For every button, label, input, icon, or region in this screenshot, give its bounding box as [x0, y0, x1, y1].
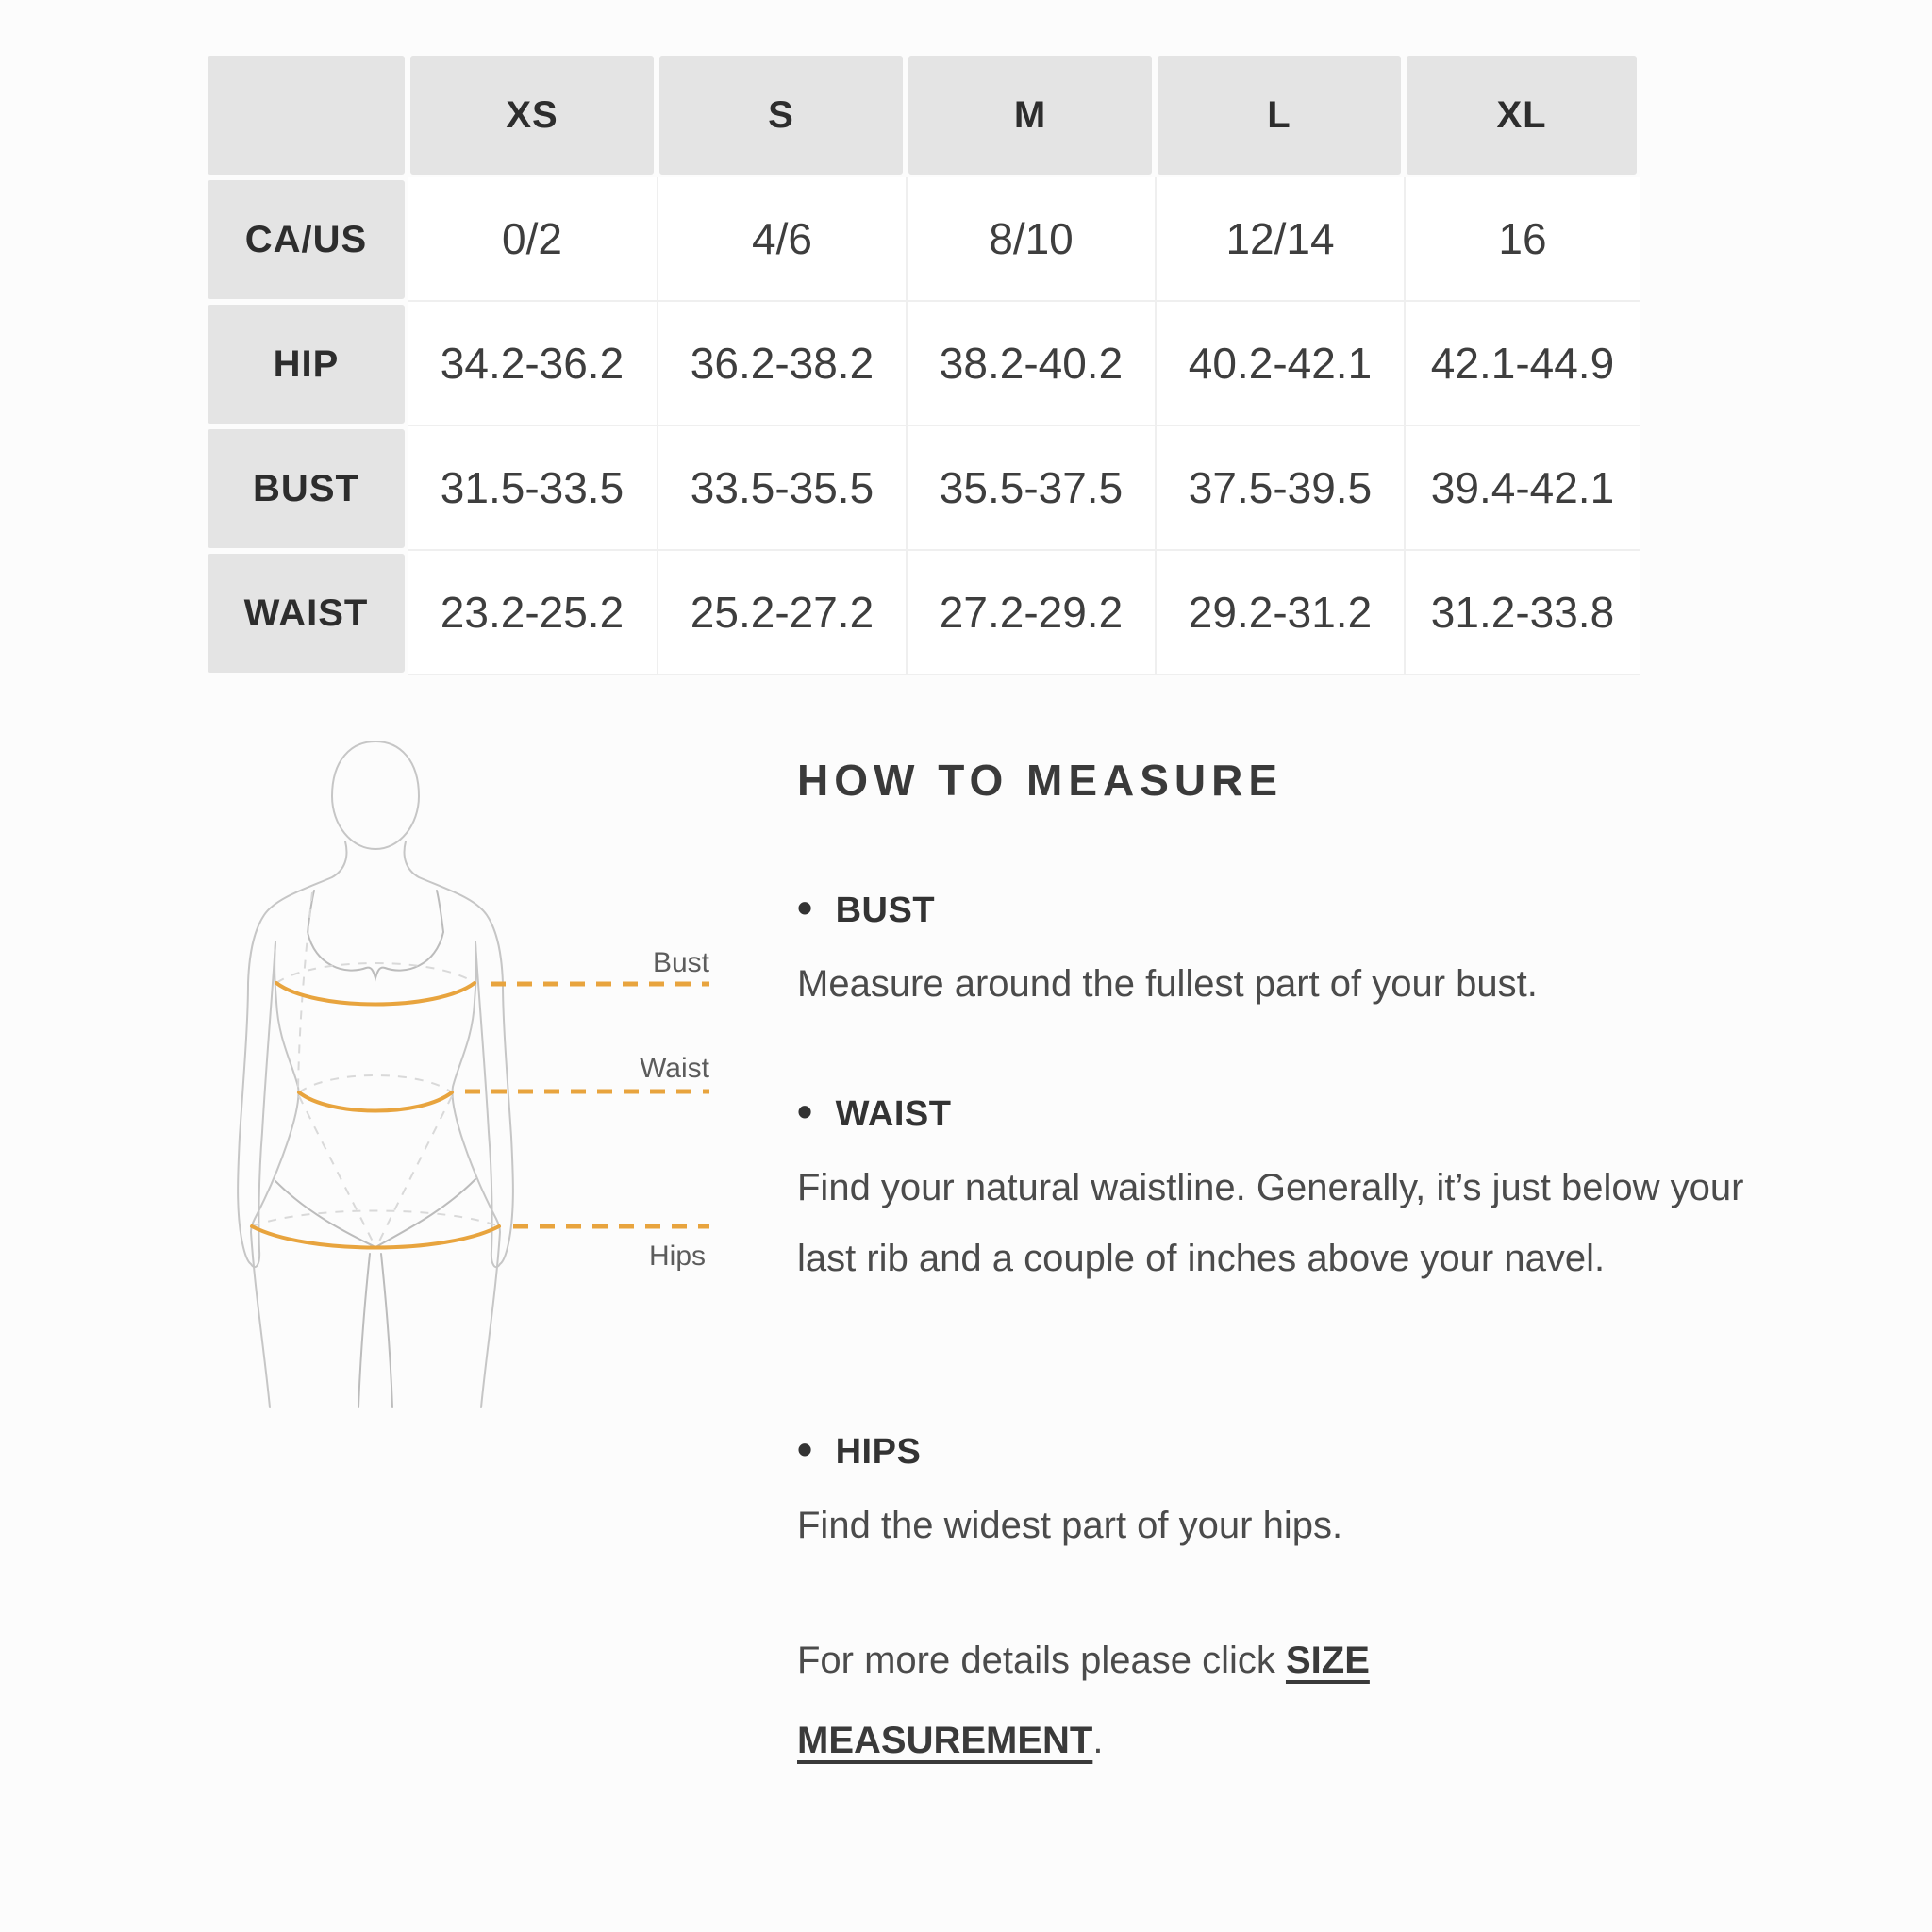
table-cell: 42.1-44.9 — [1404, 302, 1640, 426]
waist-instructions: Find your natural waistline. Generally, it’s just below your last rib and a couple of inches above your navel. — [797, 1167, 1744, 1279]
column-header-xl: XL — [1404, 53, 1640, 177]
table-cell: 36.2-38.2 — [657, 302, 906, 426]
row-header-waist: WAIST — [205, 551, 408, 675]
table-cell: 12/14 — [1155, 177, 1404, 302]
size-measurement-link[interactable]: SIZE MEASUREMENT — [797, 1640, 1370, 1761]
table-cell: 4/6 — [657, 177, 906, 302]
more-details-note — [797, 1621, 1552, 1781]
hips-heading-label: HIPS — [835, 1431, 922, 1472]
table-cell: 8/10 — [906, 177, 1155, 302]
bust-heading-label: BUST — [835, 890, 936, 930]
bullet-dot: • — [797, 883, 813, 932]
waist-heading — [797, 1087, 952, 1136]
table-cell: 31.5-33.5 — [408, 426, 657, 551]
table-cell: 37.5-39.5 — [1155, 426, 1404, 551]
bullet-dot: • — [797, 1087, 813, 1136]
bust-heading — [797, 883, 936, 932]
table-cell: 0/2 — [408, 177, 657, 302]
more-details-prefix: For more details please click — [797, 1640, 1286, 1681]
size-chart-table — [205, 53, 1640, 675]
column-header-xs: XS — [408, 53, 657, 177]
hips-label: Hips — [648, 1241, 706, 1272]
bust-label: Bust — [652, 947, 709, 978]
table-cell: 39.4-42.1 — [1404, 426, 1640, 551]
bust-measure-arc — [276, 983, 475, 1005]
bullet-dot: • — [797, 1424, 813, 1474]
figure-labels — [640, 947, 710, 1272]
column-header-s: S — [657, 53, 906, 177]
how-to-measure-section — [797, 755, 1778, 1887]
table-cell: 23.2-25.2 — [408, 551, 657, 675]
leader-lines — [465, 984, 709, 1226]
table-cell: 25.2-27.2 — [657, 551, 906, 675]
row-header-hip: HIP — [205, 302, 408, 426]
table-cell: 35.5-37.5 — [906, 426, 1155, 551]
bust-instructions: Measure around the fullest part of your bust. — [797, 963, 1538, 1005]
hips-heading — [797, 1424, 922, 1474]
row-header-caus: CA/US — [205, 177, 408, 302]
waist-measure-arc — [299, 1092, 452, 1111]
table-cell: 27.2-29.2 — [906, 551, 1155, 675]
silhouette-outline — [238, 741, 513, 1407]
waist-label: Waist — [640, 1053, 709, 1084]
row-header-bust: BUST — [205, 426, 408, 551]
column-header-l: L — [1155, 53, 1404, 177]
waist-heading-label: WAIST — [835, 1093, 952, 1134]
table-cell: 34.2-36.2 — [408, 302, 657, 426]
hips-instructions: Find the widest part of your hips. — [797, 1505, 1343, 1546]
table-cell: 40.2-42.1 — [1155, 302, 1404, 426]
more-details-suffix: . — [1092, 1720, 1104, 1761]
table-cell: 31.2-33.8 — [1404, 551, 1640, 675]
measure-arcs — [252, 983, 499, 1248]
table-cell: 29.2-31.2 — [1155, 551, 1404, 675]
section-title: HOW TO MEASURE — [797, 756, 1284, 805]
body-silhouette-illustration — [217, 736, 745, 1415]
table-cell: 38.2-40.2 — [906, 302, 1155, 426]
table-cell: 33.5-35.5 — [657, 426, 906, 551]
table-cell: 16 — [1404, 177, 1640, 302]
hips-measure-arc — [252, 1226, 499, 1248]
table-corner-cell — [205, 53, 408, 177]
measurement-figure — [217, 736, 745, 1415]
column-header-m: M — [906, 53, 1155, 177]
